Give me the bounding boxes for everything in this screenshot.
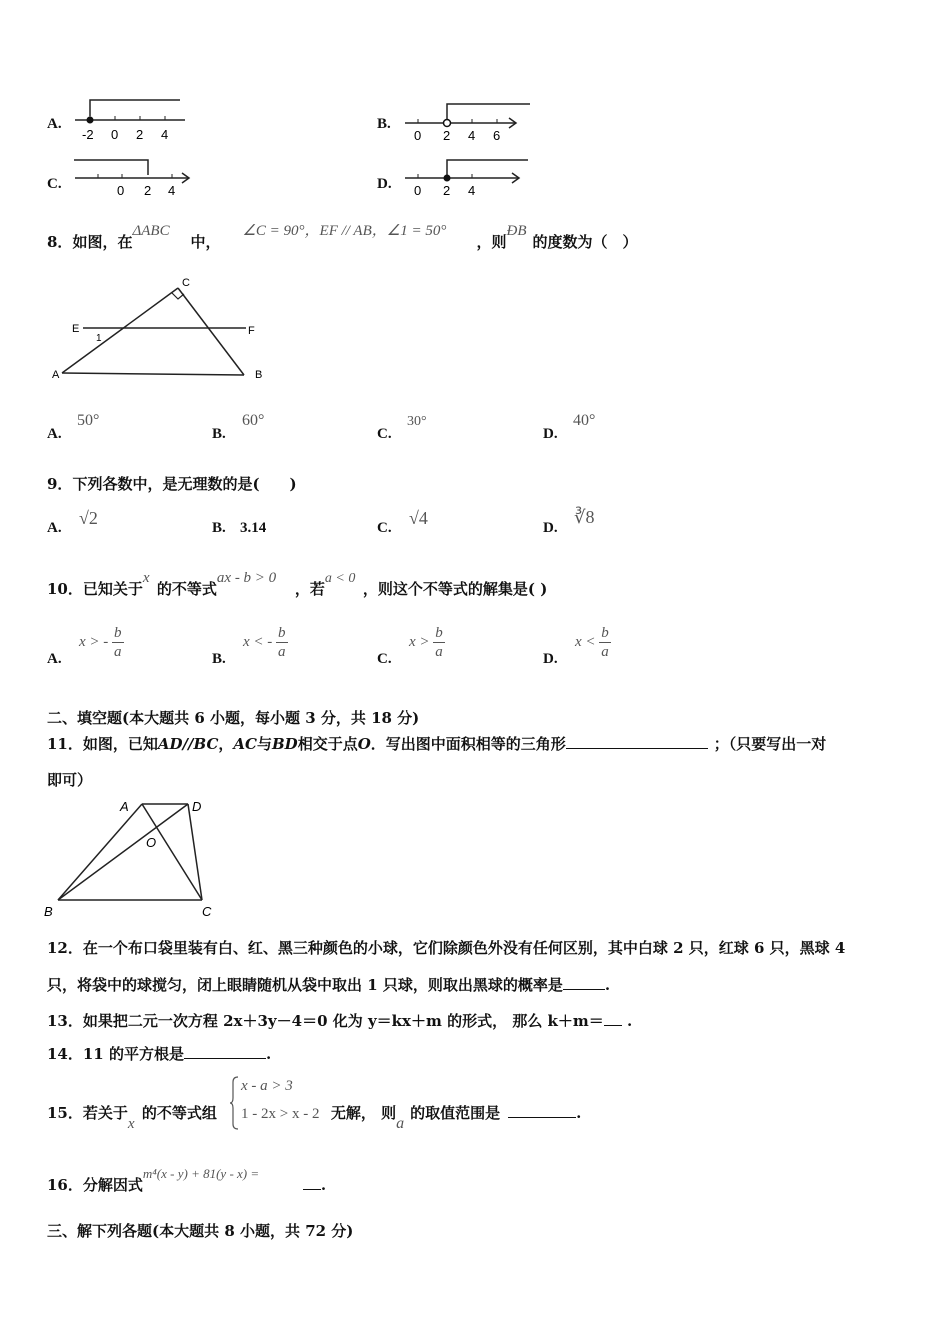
math: O xyxy=(357,735,371,753)
q10-option-a-label: A. xyxy=(47,651,62,667)
q7-option-b-label: B. xyxy=(377,116,391,132)
math: ∠C = 90°，EF // AB，∠1 = 50° xyxy=(242,223,447,239)
q10-option-b-label: B. xyxy=(212,651,226,667)
q9-option-c-label: C. xyxy=(377,520,392,536)
vertex-label: C xyxy=(182,277,190,289)
q9-option-d-value: ∛8 xyxy=(574,507,595,527)
system-line: 1 - 2x > x - 2 xyxy=(241,1106,320,1122)
q8-option-b-value: 60° xyxy=(242,412,265,429)
q8-option-c-value: 30° xyxy=(407,414,427,429)
text: . xyxy=(265,1045,272,1063)
q16-question xyxy=(47,1166,327,1196)
math: BD xyxy=(272,735,298,753)
q10-option-c-label: C. xyxy=(377,651,392,667)
answer-blank[interactable] xyxy=(184,1044,266,1059)
question-number: 10． xyxy=(47,580,83,598)
angle-label: 1 xyxy=(96,333,102,344)
q8-option-d-label: D. xyxy=(543,426,558,442)
tick-label: 4 xyxy=(168,183,176,198)
q8-option-d-value: 40° xyxy=(573,412,596,429)
text: ，则这个不等式的解集是( ) xyxy=(362,580,548,598)
q10-option-c-value xyxy=(409,624,445,661)
q7-option-a-number-line xyxy=(70,96,200,146)
text: 分解因式 xyxy=(82,1176,143,1194)
q8-triangle-figure xyxy=(48,272,278,387)
numerator: b xyxy=(278,625,286,641)
vertex-label: D xyxy=(192,799,202,814)
q11-question xyxy=(47,734,826,754)
question-number: 8． xyxy=(47,233,73,251)
text: ．写出图中面积相等的三角形 xyxy=(370,735,566,753)
closed-point xyxy=(87,117,94,124)
q9-question xyxy=(47,474,297,494)
answer-blank[interactable] xyxy=(303,1175,321,1190)
q8-question xyxy=(47,223,638,253)
tick-label: 2 xyxy=(144,183,152,198)
vertex-label: A xyxy=(52,369,60,381)
math: AC xyxy=(233,735,257,753)
fraction xyxy=(276,624,288,661)
tick-label: 2 xyxy=(443,183,451,198)
vertex-label: B xyxy=(255,369,263,381)
denominator: a xyxy=(114,644,122,660)
q8-option-a-value: 50° xyxy=(77,412,100,429)
point-label: F xyxy=(248,325,255,337)
q10-option-d-value xyxy=(575,624,611,661)
text: . xyxy=(604,976,611,994)
text: 只，将袋中的球搅匀，闭上眼睛随机从袋中取出 1 只球，则取出黑球的概率是 xyxy=(47,976,563,994)
question-number: 11． xyxy=(47,735,83,753)
q11-trapezoid-figure xyxy=(40,796,220,921)
q8-option-a-label: A. xyxy=(47,426,62,442)
text: 中， xyxy=(190,233,221,251)
math: ax - b > 0 xyxy=(216,570,277,586)
math: x xyxy=(127,1116,135,1132)
text: ；（只要写出一对 xyxy=(713,735,827,753)
math: ΔABC xyxy=(132,223,170,239)
answer-blank[interactable] xyxy=(508,1103,576,1118)
question-number: 14． xyxy=(47,1045,83,1063)
q9-option-b-label: B. xyxy=(212,520,226,536)
q13-question xyxy=(47,1011,632,1031)
q10-option-a-value xyxy=(79,624,124,661)
text: ，若 xyxy=(294,580,325,598)
q9-option-a-value: √2 xyxy=(79,508,98,528)
text: 的取值范围是 xyxy=(410,1104,501,1122)
tick-label: 4 xyxy=(468,183,476,198)
answer-blank[interactable] xyxy=(604,1011,622,1026)
text: 若关于 xyxy=(82,1104,128,1122)
text: 下列各数中，是无理数的是( ) xyxy=(72,475,297,493)
left-brace-icon xyxy=(230,1076,240,1130)
text: 已知关于 xyxy=(82,580,143,598)
vertex-label: B xyxy=(44,904,53,919)
fraction xyxy=(433,624,445,661)
tick-label: 4 xyxy=(468,128,476,143)
math: a xyxy=(396,1115,405,1132)
answer-blank[interactable] xyxy=(563,975,605,990)
q12-question xyxy=(47,938,845,958)
text: 的不等式 xyxy=(156,580,217,598)
fraction xyxy=(599,624,611,661)
fraction xyxy=(112,624,124,661)
q10-option-d-label: D. xyxy=(543,651,558,667)
section-heading: 三、解下列各题(本大题共 8 小题，共 72 分) xyxy=(47,1222,354,1240)
vertex-label: C xyxy=(202,904,212,919)
question-number: 12． xyxy=(47,939,83,957)
text: . xyxy=(576,1104,582,1122)
section-heading: 二、填空题(本大题共 6 小题，每小题 3 分，共 18 分) xyxy=(47,709,420,727)
math: a < 0 xyxy=(324,571,356,586)
question-number: 16． xyxy=(47,1176,83,1194)
text: 如果把二元一次方程 2x＋3y－4＝0 化为 y＝kx＋m 的形式， 那么 k＋m＝ xyxy=(82,1012,604,1030)
math: AD//BC xyxy=(157,735,219,753)
math: x > xyxy=(409,633,430,650)
point-label: E xyxy=(72,323,80,335)
q9-option-b-value: 3.14 xyxy=(240,520,267,536)
question-number: 13． xyxy=(47,1012,83,1030)
text: 无解， 则 xyxy=(330,1104,397,1122)
denominator: a xyxy=(278,644,286,660)
text: 如图，已知 xyxy=(82,735,158,753)
q7-option-a-label: A. xyxy=(47,116,62,132)
tick-label: 4 xyxy=(161,127,169,142)
q12-question-line2 xyxy=(47,975,610,995)
q7-option-b-number-line xyxy=(400,98,540,148)
q10-question xyxy=(47,570,548,601)
tick-label: 0 xyxy=(117,183,125,198)
text: . xyxy=(621,1012,633,1030)
answer-blank[interactable] xyxy=(566,734,708,749)
q7-option-d-number-line xyxy=(400,156,540,204)
tick-label: 0 xyxy=(414,183,422,198)
tick-label: 0 xyxy=(414,128,422,143)
q7-option-c-number-line xyxy=(70,156,200,204)
math: x xyxy=(142,570,150,586)
numerator: b xyxy=(601,625,609,641)
text: . xyxy=(320,1176,327,1194)
q8-option-c-label: C. xyxy=(377,426,392,442)
text: 的度数为（ ） xyxy=(532,233,638,251)
tick-label: 2 xyxy=(136,127,144,142)
tick-label: -2 xyxy=(82,127,94,142)
numerator: b xyxy=(435,625,443,641)
q14-question xyxy=(47,1044,271,1064)
denominator: a xyxy=(435,644,443,660)
vertex-label: A xyxy=(120,799,129,814)
open-point xyxy=(444,120,451,127)
math: m⁴(x - y) + 81(y - x) = xyxy=(142,1166,260,1181)
point-label: O xyxy=(146,835,157,850)
q9-option-d-label: D. xyxy=(543,520,558,536)
math: x < xyxy=(575,633,596,650)
tick-label: 2 xyxy=(443,128,451,143)
text: ，则 xyxy=(476,233,507,251)
math: x > - xyxy=(79,633,109,650)
q10-option-b-value xyxy=(243,624,288,661)
question-number: 9． xyxy=(47,475,73,493)
system-line: x - a > 3 xyxy=(241,1078,293,1094)
q9-option-c-value: √4 xyxy=(409,508,428,528)
text: 相交于点 xyxy=(297,735,358,753)
text: 如图，在 xyxy=(72,233,133,251)
tick-label: 0 xyxy=(111,127,119,142)
text: 在一个布口袋里装有白、红、黑三种颜色的小球，它们除颜色外没有任何区别，其中白球 2 只，红球 6 只，黑球 4 xyxy=(82,939,846,957)
q8-option-b-label: B. xyxy=(212,426,226,442)
text: ， xyxy=(218,735,234,753)
q7-option-c-label: C. xyxy=(47,176,62,192)
q7-option-d-label: D. xyxy=(377,176,392,192)
text: 11 的平方根是 xyxy=(82,1045,184,1063)
math: x < - xyxy=(243,633,273,650)
tick-label: 6 xyxy=(493,128,501,143)
question-number: 15． xyxy=(47,1104,83,1122)
math: ÐB xyxy=(506,223,527,239)
q9-option-a-label: A. xyxy=(47,520,62,536)
numerator: b xyxy=(114,625,122,641)
q15-inequality-system xyxy=(230,1074,350,1134)
text: 与 xyxy=(256,735,272,753)
text: 的不等式组 xyxy=(141,1104,217,1122)
denominator: a xyxy=(601,644,609,660)
q11-question-line2: 即可） xyxy=(47,771,93,789)
closed-point xyxy=(444,175,451,182)
